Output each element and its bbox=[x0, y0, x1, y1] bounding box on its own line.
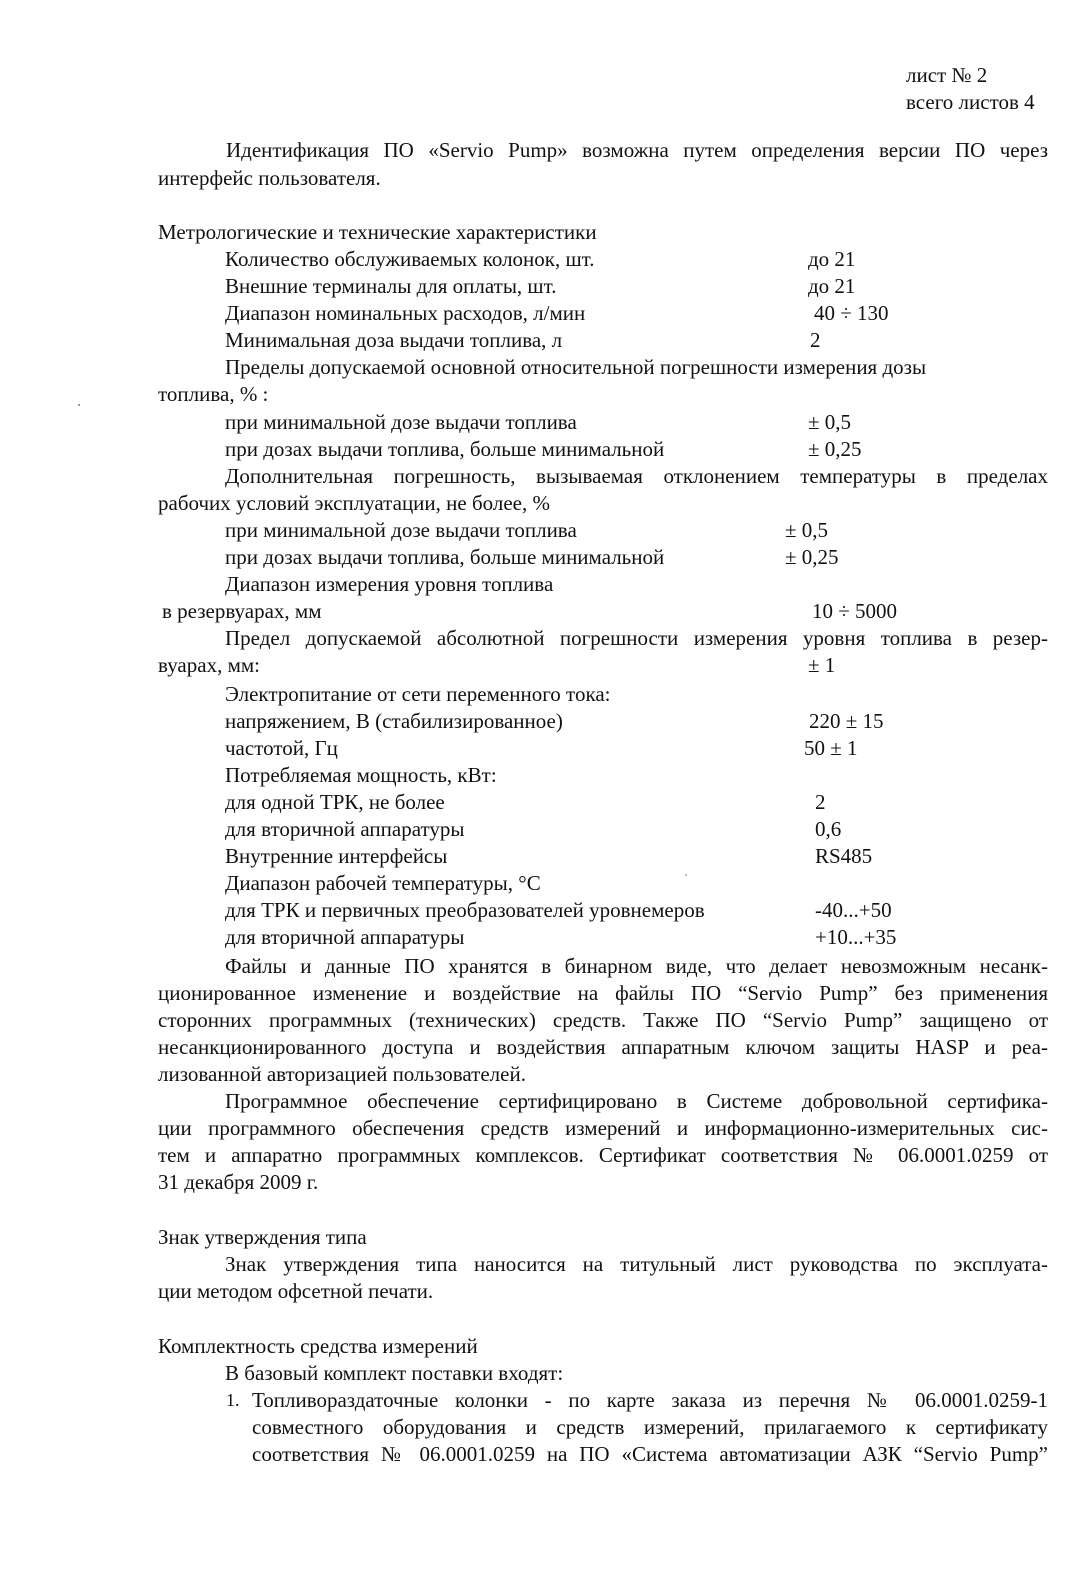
list-item-line: соответствия № 06.0001.0259 на ПО «Система автоматизации АЗК “Servio Pump” bbox=[252, 1442, 1048, 1466]
spec-value: 2 bbox=[810, 328, 821, 352]
spec-label: Минимальная доза выдачи топлива, л bbox=[225, 328, 563, 352]
page-header bbox=[906, 62, 1035, 116]
spec-value: -40...+50 bbox=[815, 898, 892, 922]
certification-line: Программное обеспечение сертифицировано в Системе добровольной сертифика- bbox=[225, 1089, 1048, 1113]
spec-value: 50 ± 1 bbox=[804, 736, 858, 760]
basic-error-line-2: топлива, % : bbox=[158, 382, 269, 406]
list-item-line: совместного оборудования и средств измерений, прилагаемого к сертификату bbox=[252, 1415, 1048, 1439]
basic-error-line-1: Пределы допускаемой основной относительной погрешности измерения дозы bbox=[225, 355, 927, 379]
completeness-intro: В базовый комплект поставки входят: bbox=[225, 1361, 564, 1385]
spec-label: при дозах выдачи топлива, больше минимальной bbox=[225, 437, 665, 461]
protection-line: несанкционированного доступа и воздействия аппаратным ключом защиты HASP и реа- bbox=[158, 1035, 1048, 1059]
type-mark-line: Знак утверждения типа наносится на титульный лист руководства по эксплуата- bbox=[225, 1252, 1048, 1276]
spec-value: 220 ± 15 bbox=[809, 709, 884, 733]
type-mark-line: ции методом офсетной печати. bbox=[158, 1279, 434, 1303]
total-sheets: всего листов 4 bbox=[906, 90, 1035, 114]
spec-label: вуарах, мм: bbox=[158, 653, 260, 677]
spec-label: Количество обслуживаемых колонок, шт. bbox=[225, 247, 595, 271]
spec-label: Диапазон номинальных расходов, л/мин bbox=[225, 301, 586, 325]
scan-speck bbox=[685, 874, 687, 876]
temperature-title: Диапазон рабочей температуры, °С bbox=[225, 871, 541, 895]
level-range-line-1: Диапазон измерения уровня топлива bbox=[225, 572, 554, 596]
spec-value: 0,6 bbox=[815, 817, 842, 841]
consumption-title: Потребляемая мощность, кВт: bbox=[225, 763, 497, 787]
spec-label: для вторичной аппаратуры bbox=[225, 817, 465, 841]
list-number: 1. bbox=[226, 1390, 240, 1410]
spec-value: ± 0,5 bbox=[785, 518, 829, 542]
protection-line: лизованной авторизацией пользователей. bbox=[158, 1062, 526, 1086]
additional-error-line-2: рабочих условий эксплуатации, не более, % bbox=[158, 491, 550, 515]
spec-label: для вторичной аппаратуры bbox=[225, 925, 465, 949]
spec-label: частотой, Гц bbox=[225, 736, 338, 760]
protection-line: Файлы и данные ПО хранятся в бинарном виде, что делает невозможным несанк- bbox=[225, 954, 1048, 978]
certification-line: тем и аппаратно программных комплексов. Сертификат соответствия № 06.0001.0259 от bbox=[158, 1143, 1048, 1167]
certification-line: 31 декабря 2009 г. bbox=[158, 1170, 319, 1194]
spec-label: напряжением, В (стабилизированное) bbox=[225, 709, 563, 733]
certification-line: ции программного обеспечения средств измерений и информационно-измерительных сис- bbox=[158, 1116, 1048, 1140]
spec-value: ± 0,25 bbox=[785, 545, 839, 569]
spec-label: для ТРК и первичных преобразователей уровнемеров bbox=[225, 898, 705, 922]
protection-line: сторонних программных (технических) средств. Также ПО “Servio Pump” защищено от bbox=[158, 1008, 1048, 1032]
power-title: Электропитание от сети переменного тока: bbox=[225, 682, 611, 706]
spec-value: 2 bbox=[815, 790, 826, 814]
section-title-completeness: Комплектность средства измерений bbox=[158, 1334, 478, 1358]
spec-value: 40 ÷ 130 bbox=[814, 301, 889, 325]
spec-value: ± 0,25 bbox=[808, 437, 862, 461]
spec-label: Внутренние интерфейсы bbox=[225, 844, 448, 868]
level-error-line-1: Предел допускаемой абсолютной погрешности измерения уровня топлива в резер- bbox=[225, 626, 1048, 650]
spec-label: в резервуарах, мм bbox=[162, 599, 322, 623]
spec-label: при минимальной дозе выдачи топлива bbox=[225, 518, 577, 542]
spec-label: для одной ТРК, не более bbox=[225, 790, 445, 814]
spec-value: RS485 bbox=[815, 844, 873, 868]
spec-value: до 21 bbox=[808, 247, 856, 271]
scan-speck bbox=[78, 404, 80, 406]
additional-error-line-1: Дополнительная погрешность, вызываемая отклонением температуры в пределах bbox=[225, 464, 1048, 488]
spec-value: ± 1 bbox=[808, 653, 836, 677]
list-item-line: Топливораздаточные колонки - по карте заказа из перечня № 06.0001.0259-1 bbox=[252, 1388, 1048, 1412]
spec-label: Внешние терминалы для оплаты, шт. bbox=[225, 274, 557, 298]
protection-line: ционированное изменение и воздействие на файлы ПО “Servio Pump” без применения bbox=[158, 981, 1048, 1005]
intro-line-2: интерфейс пользователя. bbox=[158, 166, 381, 190]
spec-label: при минимальной дозе выдачи топлива bbox=[225, 410, 577, 434]
spec-value: ± 0,5 bbox=[808, 410, 852, 434]
spec-value: 10 ÷ 5000 bbox=[812, 599, 898, 623]
section-title-type-mark: Знак утверждения типа bbox=[158, 1225, 367, 1249]
spec-value: +10...+35 bbox=[815, 925, 897, 949]
intro-line-1: Идентификация ПО «Servio Pump» возможна путем определения версии ПО через bbox=[226, 138, 1048, 162]
sheet-number: лист № 2 bbox=[906, 63, 988, 87]
spec-label: при дозах выдачи топлива, больше минимальной bbox=[225, 545, 665, 569]
section-title-metrology: Метрологические и технические характеристики bbox=[158, 220, 597, 244]
spec-value: до 21 bbox=[808, 274, 856, 298]
